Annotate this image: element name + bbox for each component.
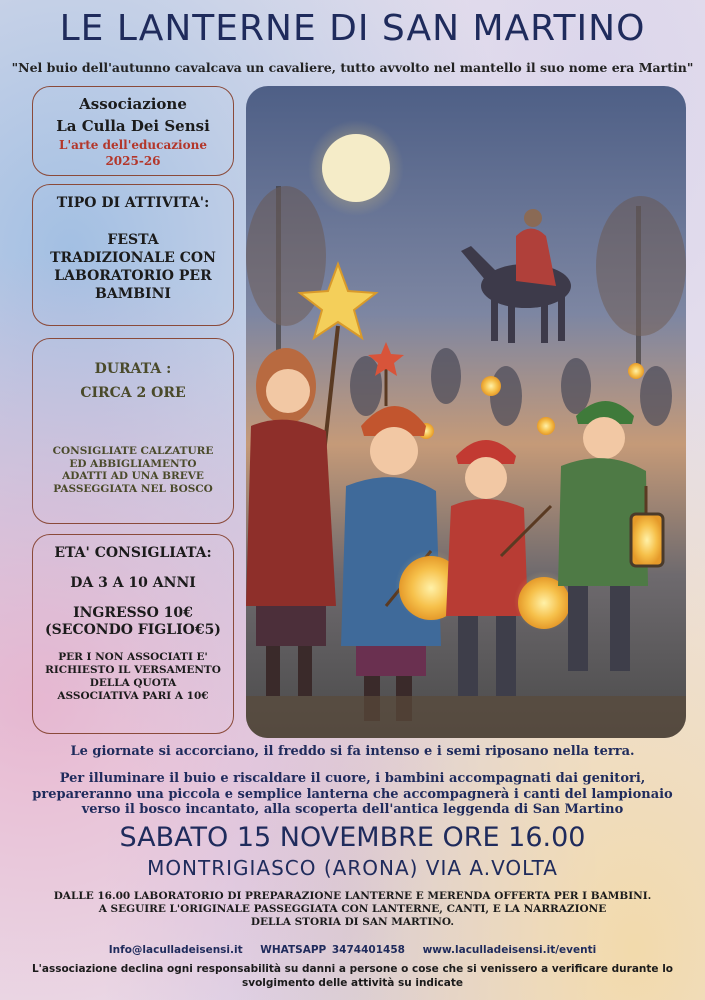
age-value: DA 3 A 10 ANNI bbox=[70, 575, 196, 591]
membership-note-line: RICHIESTO IL VERSAMENTO bbox=[45, 664, 221, 676]
price-line: INGRESSO 10€ bbox=[73, 605, 193, 621]
duration-note-line: PASSEGGIATA NEL BOSCO bbox=[53, 482, 213, 495]
association-label: Associazione bbox=[79, 95, 187, 113]
duration-value: CIRCA 2 ORE bbox=[80, 385, 186, 401]
description-text bbox=[20, 771, 685, 818]
description-line: verso il bosco incantato, alla scoperta dell'antica leggenda di San Martino bbox=[81, 802, 624, 817]
activity-line: FESTA bbox=[107, 232, 159, 248]
program-text bbox=[20, 890, 685, 929]
activity-line: TRADIZIONALE CON bbox=[50, 250, 216, 266]
duration-box bbox=[32, 338, 234, 524]
illustration bbox=[246, 86, 686, 738]
event-date: SABATO 15 NOVEMBRE ORE 16.00 bbox=[119, 822, 586, 853]
price bbox=[33, 605, 233, 639]
moon-icon bbox=[308, 120, 404, 216]
lantern-procession-illustration bbox=[246, 86, 686, 738]
activity-type-box bbox=[32, 184, 234, 326]
activity-description bbox=[33, 231, 233, 303]
membership-note bbox=[33, 651, 233, 703]
website-link[interactable]: www.laculladeisensi.it/eventi bbox=[422, 944, 597, 956]
age-box bbox=[32, 534, 234, 734]
membership-note-line: DELLA QUOTA bbox=[89, 677, 177, 689]
whatsapp-link[interactable]: WHATSAPP 3474401458 bbox=[260, 944, 405, 956]
program-line: DALLE 16.00 LABORATORIO DI PREPARAZIONE LANTERNE E MERENDA OFFERTA PER I BAMBINI. bbox=[53, 890, 652, 902]
program-line: DELLA STORIA DI SAN MARTINO. bbox=[250, 916, 455, 928]
age-heading: ETA' CONSIGLIATA: bbox=[54, 545, 212, 561]
association-year: 2025-26 bbox=[105, 154, 161, 168]
association-tagline: L'arte dell'educazione bbox=[59, 138, 207, 152]
disclaimer: L'associazione declina ogni responsabilità su danni a persone o cose che si venissero a verificare durante lo svolgimento delle attività su indicate bbox=[31, 963, 674, 989]
contacts bbox=[0, 944, 705, 956]
duration-note-line: CONSIGLIATE CALZATURE bbox=[52, 445, 214, 457]
activity-heading: TIPO DI ATTIVITA': bbox=[56, 195, 210, 211]
description-line: Per illuminare il buio e riscaldare il cuore, i bambini accompagnati dai genitori, bbox=[59, 771, 646, 786]
association-name: La Culla Dei Sensi bbox=[56, 117, 210, 135]
price-line: (SECONDO FIGLIO€5) bbox=[45, 622, 221, 638]
duration-note-line: ED ABBIGLIAMENTO bbox=[69, 457, 197, 470]
event-place: MONTRIGIASCO (ARONA) VIA A.VOLTA bbox=[147, 856, 558, 880]
quote: "Nel buio dell'autunno cavalcava un cavaliere, tutto avvolto nel mantello il suo nome era Martin" bbox=[11, 60, 694, 75]
activity-line: LABORATORIO PER bbox=[54, 268, 212, 284]
association-box bbox=[32, 86, 234, 176]
page-title: LE LANTERNE DI SAN MARTINO bbox=[59, 8, 646, 49]
membership-note-line: ASSOCIATIVA PARI A 10€ bbox=[57, 690, 209, 702]
duration-heading: DURATA : bbox=[94, 361, 172, 377]
membership-note-line: PER I NON ASSOCIATI E' bbox=[58, 651, 208, 663]
email-link[interactable]: Info@laculladeisensi.it bbox=[108, 944, 243, 956]
intro-text: Le giornate si accorciano, il freddo si fa intenso e i semi riposano nella terra. bbox=[70, 744, 635, 759]
activity-line: BAMBINI bbox=[95, 286, 171, 302]
description-line: prepareranno una piccola e semplice lanterna che accompagnerà i canti del lampionaio bbox=[32, 786, 673, 802]
duration-note bbox=[33, 445, 233, 495]
duration-note-line: ADATTI AD UNA BREVE bbox=[62, 470, 204, 482]
program-line: A SEGUIRE L'ORIGINALE PASSEGGIATA CON LANTERNE, CANTI, E LA NARRAZIONE bbox=[98, 903, 607, 915]
